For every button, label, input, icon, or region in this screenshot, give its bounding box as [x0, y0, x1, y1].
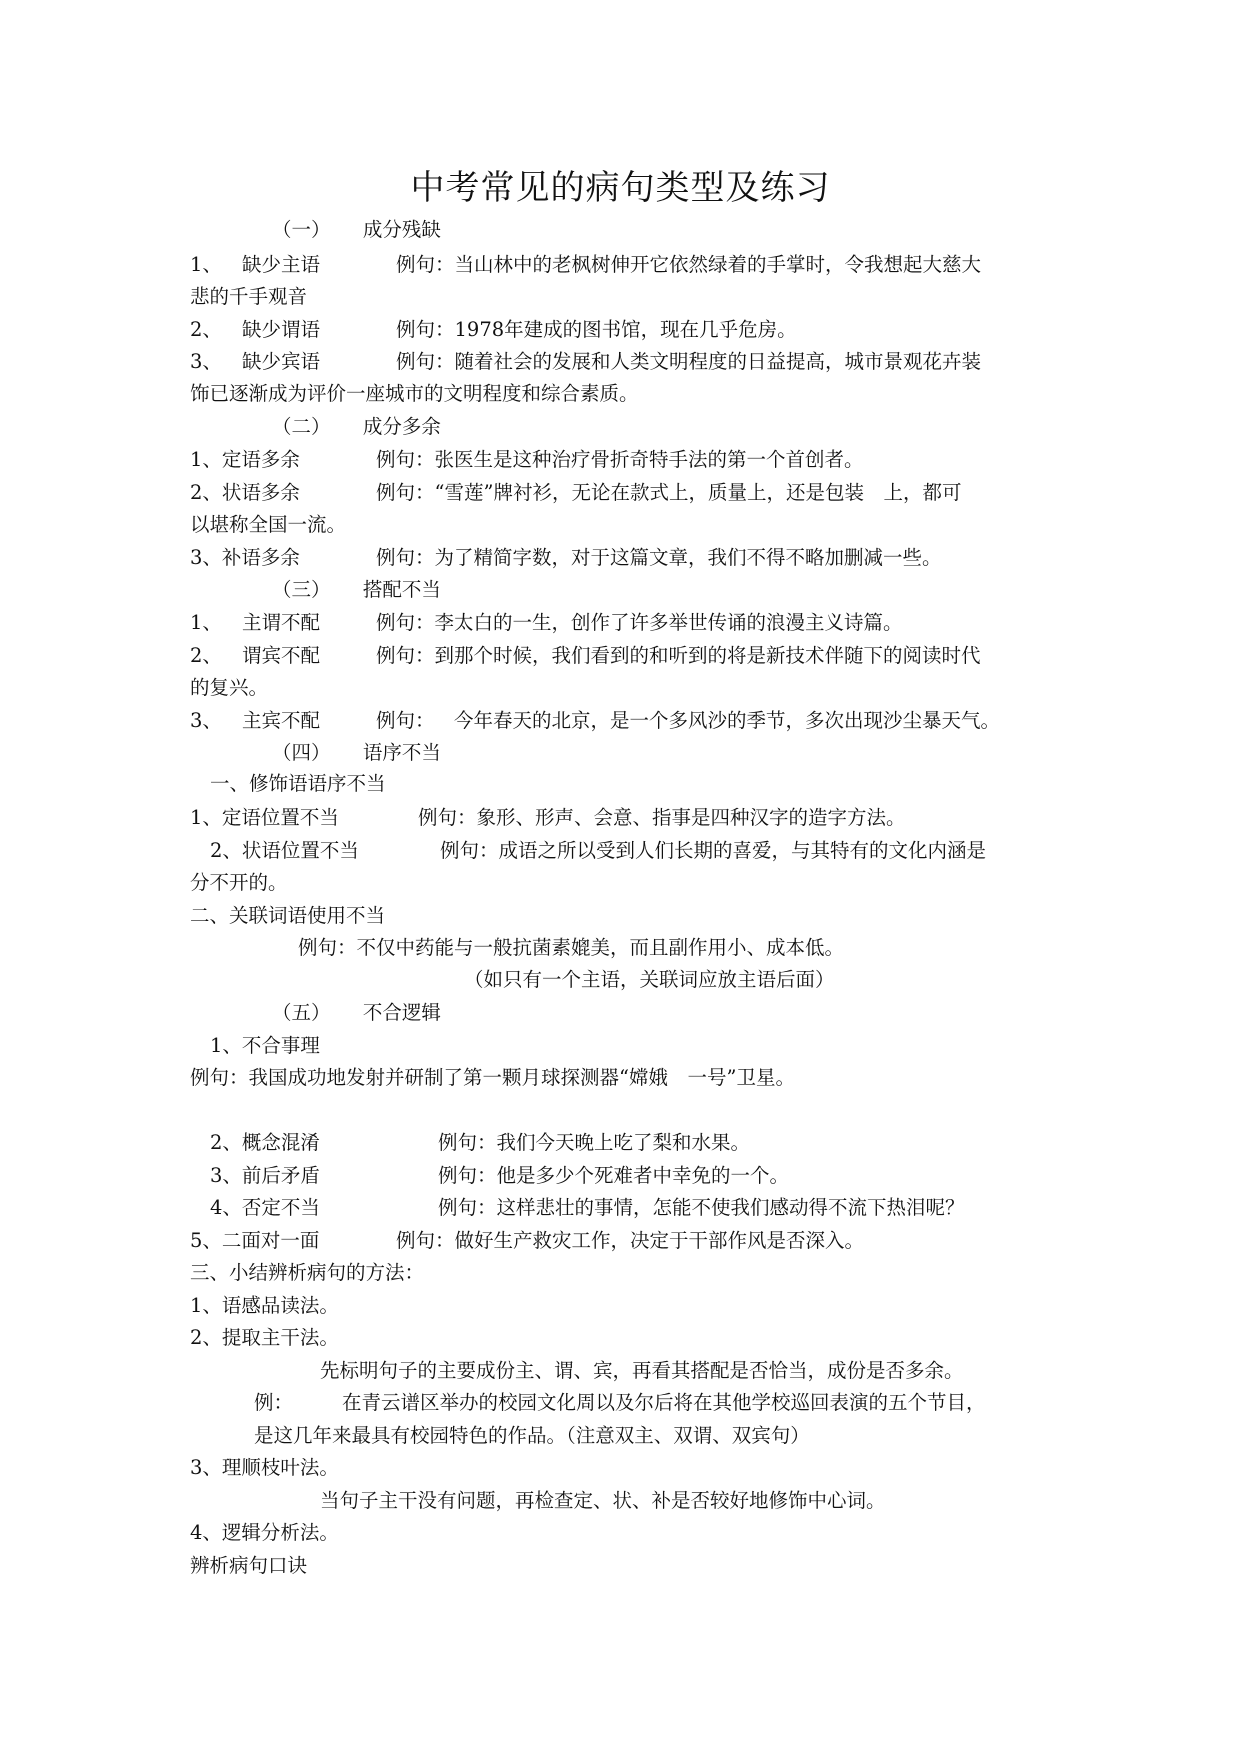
list-item: 4、否定不当 例句：这样悲壮的事情，怎能不使我们感动得不流下热泪呢？	[210, 1196, 965, 1219]
list-item: 2、 缺少谓语 例句：1978年建成的图书馆，现在几乎危房。	[190, 318, 797, 341]
list-item-continuation: 饰已逐渐成为评价一座城市的文明程度和综合素质。	[190, 382, 639, 405]
example-text-continuation: 是这几年来最具有校园特色的作品。（注意双主、双谓、双宾句）	[254, 1424, 810, 1447]
list-item-continuation: 悲的千手观音	[190, 285, 308, 308]
list-item: 1、定语多余 例句：张医生是这种治疗骨折奇特手法的第一个首创者。	[190, 448, 864, 471]
section-heading-3: （三） 搭配不当	[272, 578, 441, 601]
list-item: 3、 主宾不配 例句： 今年春天的北京，是一个多风沙的季节，多次出现沙尘暴天气。	[190, 709, 1001, 732]
section-heading-5: （五） 不合逻辑	[272, 1001, 441, 1024]
method-item: 1、语感品读法。	[190, 1294, 339, 1317]
list-item-continuation: 分不开的。	[190, 871, 288, 894]
closing-heading: 辨析病句口诀	[190, 1554, 308, 1577]
subheading: 一、修饰语语序不当	[210, 772, 386, 795]
list-item-continuation: 的复兴。	[190, 676, 269, 699]
section-heading-1	[272, 218, 441, 242]
heading-number: （一）	[272, 218, 331, 241]
section-heading-2: （二） 成分多余	[272, 415, 441, 438]
list-item: 5、二面对一面 例句：做好生产救灾工作，决定于干部作风是否深入。	[190, 1229, 865, 1252]
list-item: 3、前后矛盾 例句：他是多少个死难者中幸免的一个。	[210, 1164, 790, 1187]
page-title: 中考常见的病句类型及练习	[410, 168, 831, 208]
section-heading-4: （四） 语序不当	[272, 741, 441, 764]
note-text: （如只有一个主语，关联词应放主语后面）	[464, 968, 835, 991]
list-item: 2、概念混淆 例句：我们今天晚上吃了梨和水果。	[210, 1131, 751, 1154]
list-item-continuation: 以堪称全国一流。	[190, 513, 347, 536]
list-item: 3、补语多余 例句：为了精简字数，对于这篇文章，我们不得不略加删减一些。	[190, 546, 942, 569]
method-item: 2、提取主干法。	[190, 1326, 339, 1349]
list-item: 2、状语多余 例句：“雪莲”牌衬衫，无论在款式上，质量上，还是包装 上，都可	[190, 481, 962, 504]
method-item: 4、逻辑分析法。	[190, 1521, 339, 1544]
method-description: 当句子主干没有问题，再检查定、状、补是否较好地修饰中心词。	[320, 1489, 886, 1512]
example-text: 例句：不仅中药能与一般抗菌素媲美，而且副作用小、成本低。	[298, 936, 845, 959]
method-description: 先标明句子的主要成份主、谓、宾，再看其搭配是否恰当，成份是否多余。	[320, 1359, 964, 1382]
list-item: 1、定语位置不当 例句：象形、形声、会意、指事是四种汉字的造字方法。	[190, 806, 906, 829]
list-item: 1、 主谓不配 例句：李太白的一生，创作了许多举世传诵的浪漫主义诗篇。	[190, 611, 903, 634]
heading-text: 成分残缺	[362, 218, 441, 241]
subheading: 三、小结辨析病句的方法：	[190, 1261, 425, 1284]
list-item: 2、 谓宾不配 例句：到那个时候，我们看到的和听到的将是新技术伴随下的阅读时代	[190, 644, 981, 667]
list-item: 1、不合事理	[210, 1034, 320, 1057]
example-text: 例句：我国成功地发射并研制了第一颗月球探测器“嫦娥 一号”卫星。	[190, 1066, 795, 1089]
subheading: 二、关联词语使用不当	[190, 904, 386, 927]
method-item: 3、理顺枝叶法。	[190, 1456, 339, 1479]
list-item: 2、状语位置不当 例句：成语之所以受到人们长期的喜爱，与其特有的文化内涵是	[210, 839, 987, 862]
list-item: 3、 缺少宾语 例句：随着社会的发展和人类文明程度的日益提高，城市景观花卉装	[190, 350, 982, 373]
list-item: 1、 缺少主语 例句：当山林中的老枫树伸开它依然绿着的手掌时，令我想起大慈大	[190, 253, 982, 276]
example-text: 例： 在青云谱区举办的校园文化周以及尔后将在其他学校巡回表演的五个节目，	[254, 1391, 986, 1414]
